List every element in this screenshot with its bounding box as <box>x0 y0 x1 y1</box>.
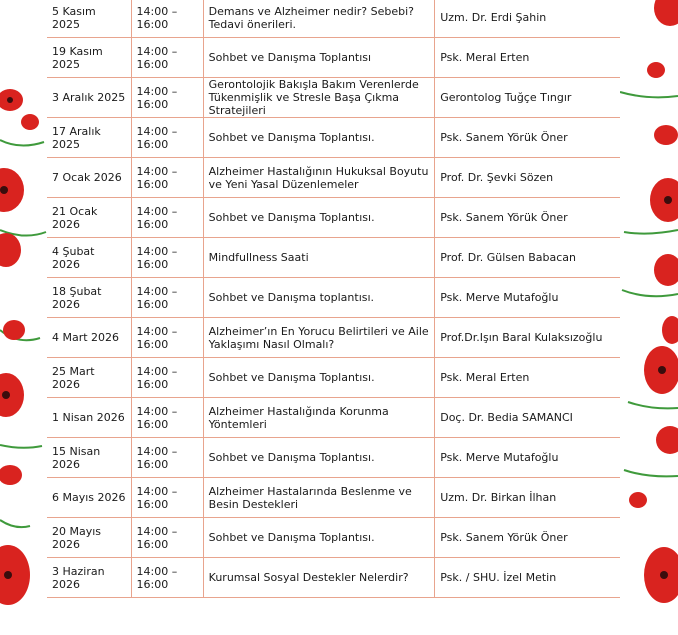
time-cell: 14:00 – 16:00 <box>131 358 203 398</box>
date-cell: 25 Mart 2026 <box>47 358 131 398</box>
time-cell: 14:00 – 16:00 <box>131 198 203 238</box>
topic-cell: Sohbet ve Danışma Toplantısı. <box>203 118 435 158</box>
speaker-cell: Uzm. Dr. Erdi Şahin <box>435 0 620 38</box>
poppy-decoration-left <box>0 0 48 635</box>
poppy-decoration-right <box>618 0 678 635</box>
table-row <box>47 478 620 518</box>
topic-cell: Sohbet ve Danışma Toplantısı. <box>203 438 435 478</box>
time-cell: 14:00 – 16:00 <box>131 38 203 78</box>
poppy-flowers-icon <box>0 0 48 635</box>
table-row <box>47 198 620 238</box>
speaker-cell: Psk. / SHU. İzel Metin <box>435 558 620 598</box>
speaker-cell: Prof. Dr. Gülsen Babacan <box>435 238 620 278</box>
table-row <box>47 0 620 38</box>
time-cell: 14:00 – 16:00 <box>131 438 203 478</box>
date-cell: 20 Mayıs 2026 <box>47 518 131 558</box>
topic-cell: Sohbet ve Danışma Toplantısı <box>203 38 435 78</box>
table-row <box>47 318 620 358</box>
schedule-table <box>47 0 620 598</box>
speaker-cell: Psk. Merve Mutafoğlu <box>435 278 620 318</box>
date-cell: 4 Mart 2026 <box>47 318 131 358</box>
topic-cell: Sohbet ve Danışma Toplantısı. <box>203 518 435 558</box>
speaker-cell: Gerontolog Tuğçe Tıngır <box>435 78 620 118</box>
topic-cell: Mindfullness Saati <box>203 238 435 278</box>
topic-cell: Alzheimer Hastalarında Beslenme ve Besin Destekleri <box>203 478 435 518</box>
date-cell: 3 Aralık 2025 <box>47 78 131 118</box>
topic-cell: Alzheimer Hastalığının Hukuksal Boyutu ve Yeni Yasal Düzenlemeler <box>203 158 435 198</box>
topic-cell: Kurumsal Sosyal Destekler Nelerdir? <box>203 558 435 598</box>
topic-cell: Sohbet ve Danışma Toplantısı. <box>203 198 435 238</box>
date-cell: 1 Nisan 2026 <box>47 398 131 438</box>
speaker-cell: Prof. Dr. Şevki Sözen <box>435 158 620 198</box>
date-cell: 4 Şubat 2026 <box>47 238 131 278</box>
poppy-flowers-icon <box>618 0 678 635</box>
speaker-cell: Psk. Meral Erten <box>435 358 620 398</box>
table-row <box>47 438 620 478</box>
date-cell: 17 Aralık 2025 <box>47 118 131 158</box>
topic-cell: Demans ve Alzheimer nedir? Sebebi? Tedavi önerileri. <box>203 0 435 38</box>
time-cell: 14:00 – 16:00 <box>131 0 203 38</box>
topic-cell: Alzheimer Hastalığında Korunma Yöntemleri <box>203 398 435 438</box>
table-row <box>47 78 620 118</box>
schedule-body <box>47 0 620 598</box>
speaker-cell: Prof.Dr.Işın Baral Kulaksızoğlu <box>435 318 620 358</box>
topic-cell: Sohbet ve Danışma toplantısı. <box>203 278 435 318</box>
table-row <box>47 558 620 598</box>
topic-cell: Sohbet ve Danışma Toplantısı. <box>203 358 435 398</box>
speaker-cell: Psk. Meral Erten <box>435 38 620 78</box>
table-row <box>47 238 620 278</box>
time-cell: 14:00 – 16:00 <box>131 318 203 358</box>
time-cell: 14:00 – 16:00 <box>131 158 203 198</box>
time-cell: 14:00 – 16:00 <box>131 118 203 158</box>
date-cell: 6 Mayıs 2026 <box>47 478 131 518</box>
speaker-cell: Psk. Merve Mutafoğlu <box>435 438 620 478</box>
date-cell: 19 Kasım 2025 <box>47 38 131 78</box>
speaker-cell: Psk. Sanem Yörük Öner <box>435 118 620 158</box>
time-cell: 14:00 – 16:00 <box>131 478 203 518</box>
time-cell: 14:00 – 16:00 <box>131 238 203 278</box>
topic-cell: Gerontolojik Bakışla Bakım Verenlerde Tükenmişlik ve Stresle Başa Çıkma Stratejileri <box>203 78 435 118</box>
table-row <box>47 38 620 78</box>
time-cell: 14:00 – 16:00 <box>131 78 203 118</box>
speaker-cell: Psk. Sanem Yörük Öner <box>435 518 620 558</box>
time-cell: 14:00 – 16:00 <box>131 278 203 318</box>
date-cell: 15 Nisan 2026 <box>47 438 131 478</box>
time-cell: 14:00 – 16:00 <box>131 398 203 438</box>
date-cell: 5 Kasım 2025 <box>47 0 131 38</box>
topic-cell: Alzheimer’ın En Yorucu Belirtileri ve Aile Yaklaşımı Nasıl Olmalı? <box>203 318 435 358</box>
speaker-cell: Uzm. Dr. Birkan İlhan <box>435 478 620 518</box>
date-cell: 18 Şubat 2026 <box>47 278 131 318</box>
table-row <box>47 158 620 198</box>
table-row <box>47 278 620 318</box>
date-cell: 7 Ocak 2026 <box>47 158 131 198</box>
speaker-cell: Doç. Dr. Bedia SAMANCI <box>435 398 620 438</box>
date-cell: 3 Haziran 2026 <box>47 558 131 598</box>
time-cell: 14:00 – 16:00 <box>131 518 203 558</box>
table-row <box>47 118 620 158</box>
table-row <box>47 518 620 558</box>
time-cell: 14:00 – 16:00 <box>131 558 203 598</box>
table-row <box>47 398 620 438</box>
speaker-cell: Psk. Sanem Yörük Öner <box>435 198 620 238</box>
date-cell: 21 Ocak 2026 <box>47 198 131 238</box>
table-row <box>47 358 620 398</box>
